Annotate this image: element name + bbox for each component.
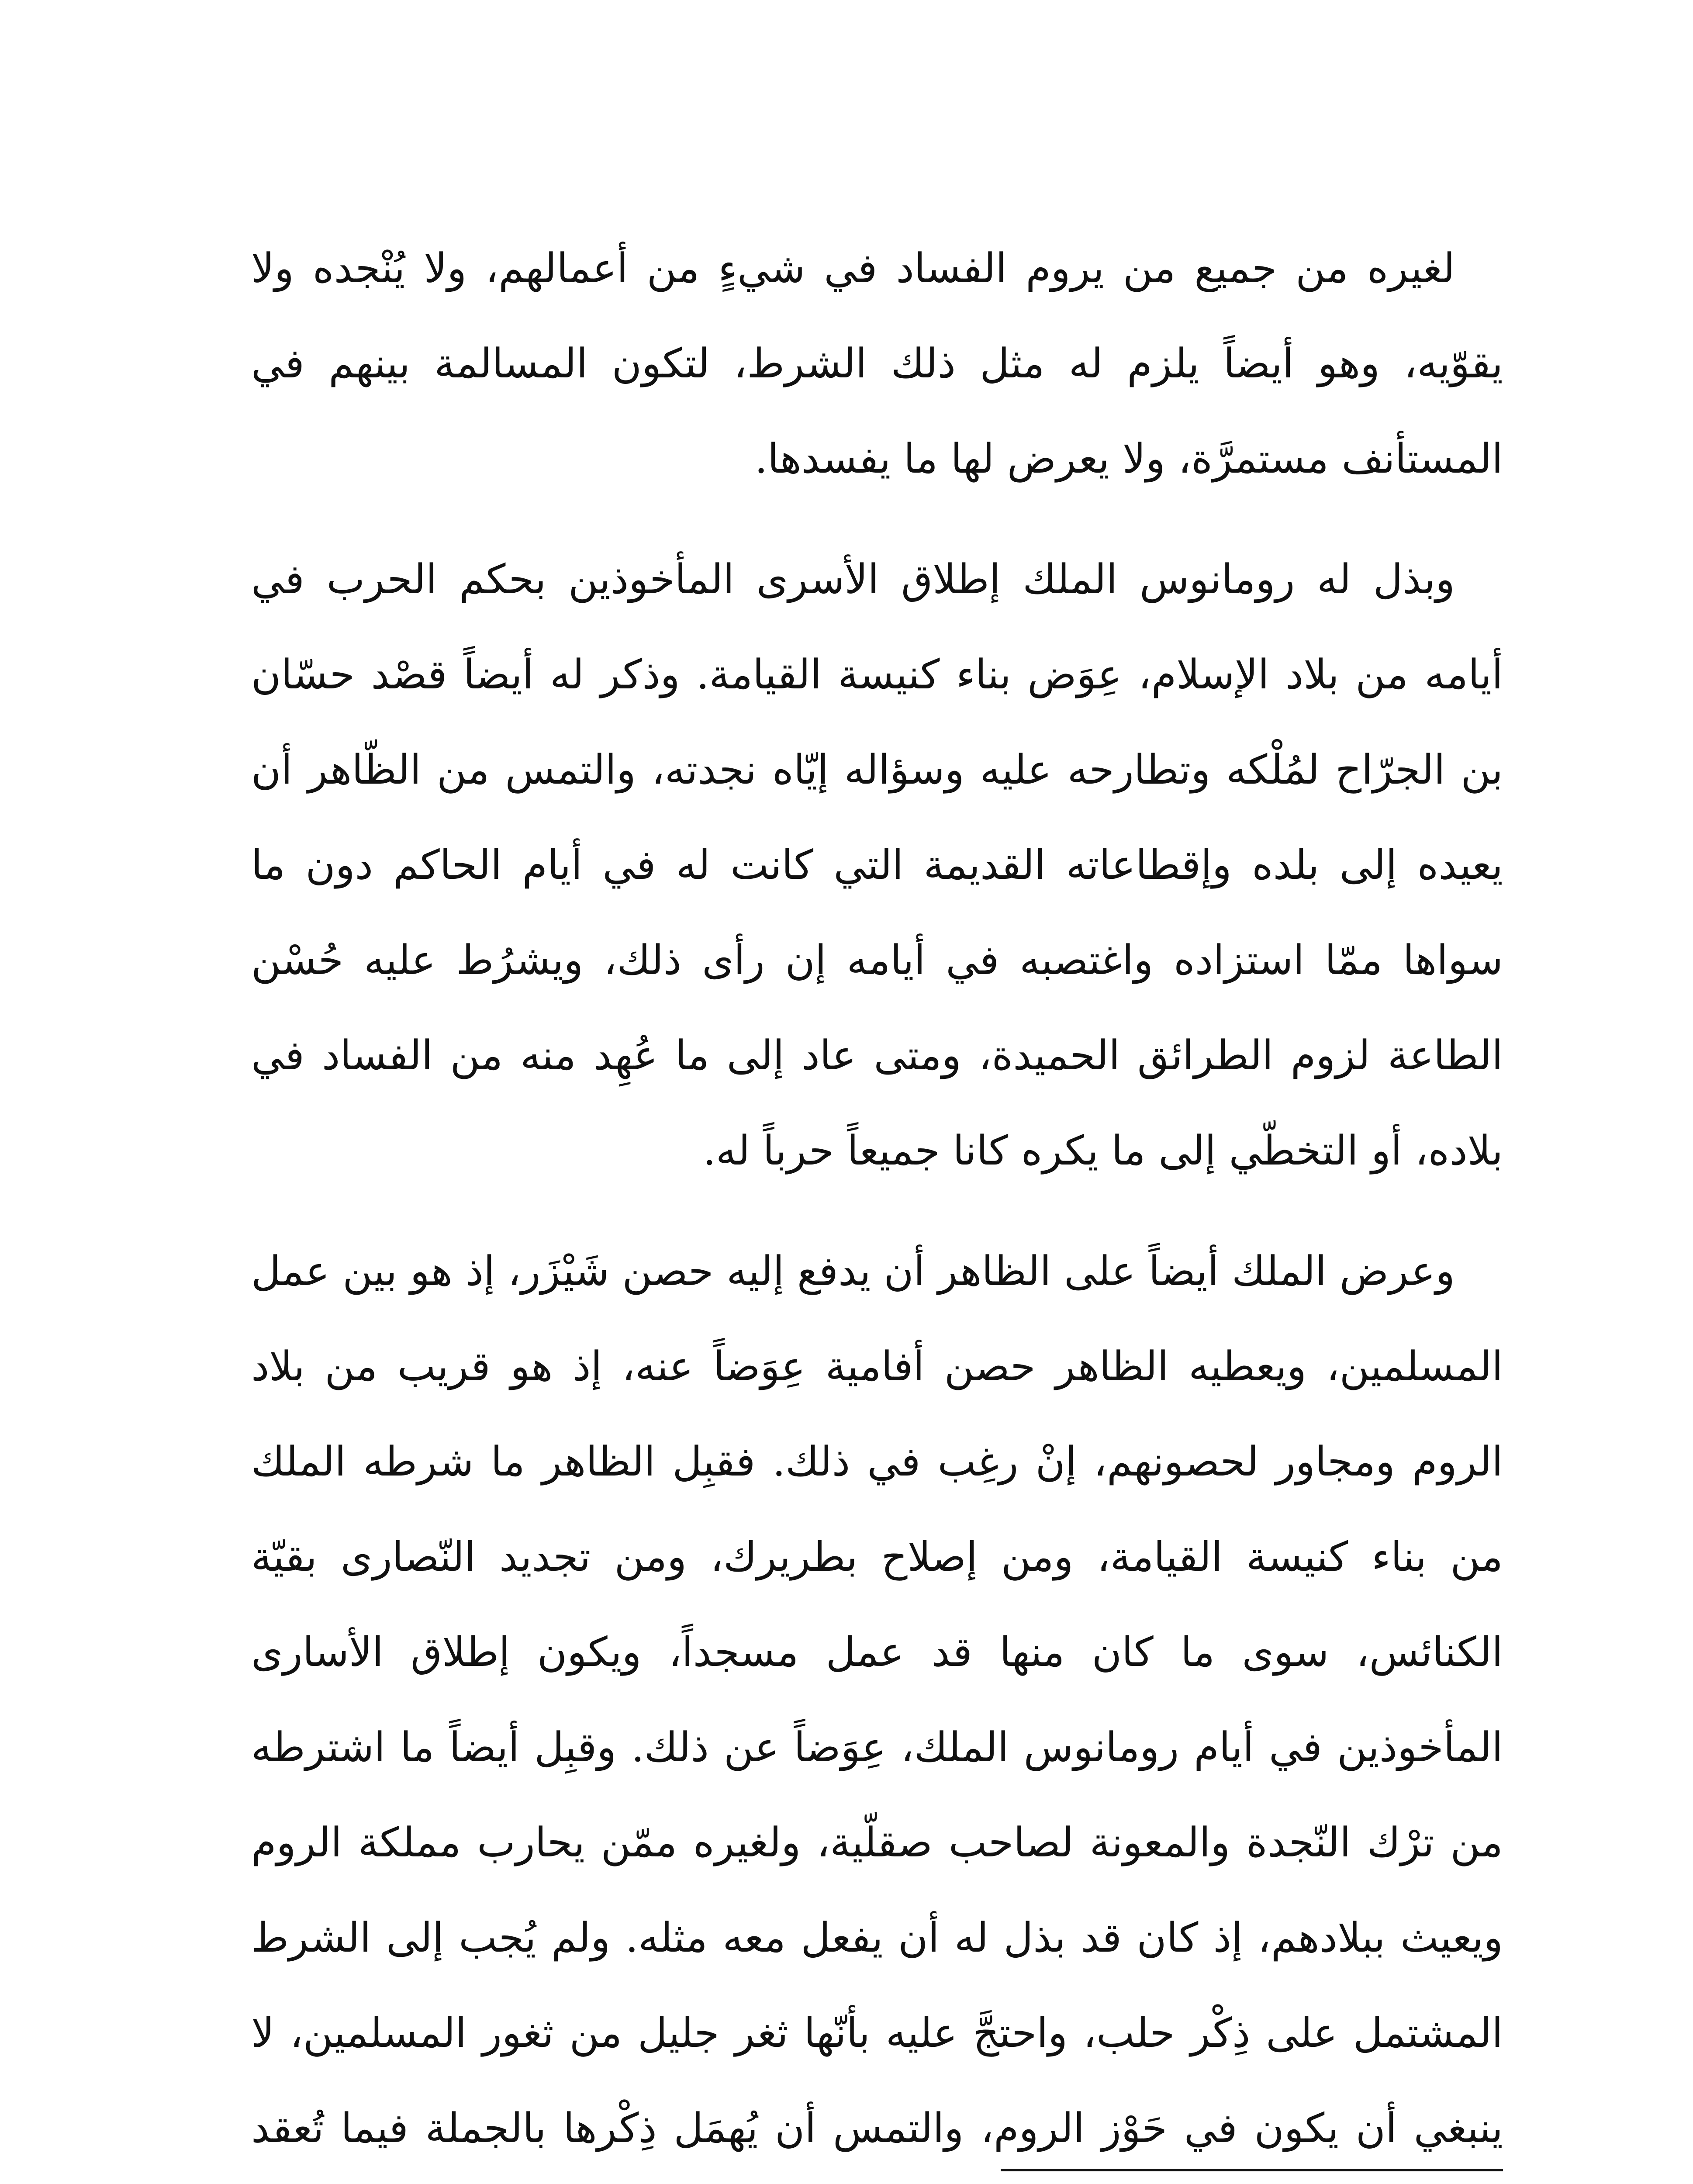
paragraph-3-text: وعرض الملك أيضاً على الظاهر أن يدفع إليه حصن شَيْزَر، إذ هو بين عمل المسلمين، ويعطيه الظاهر حصن أفامية عِوَضاً عنه، إذ هو قريب من بلاد الروم ومجاور لحصونهم، إنْ رغِب في ذلك. فقبِل الظاهر ما شرطه الملك من بناء كنيسة القيامة، ومن إصلاح بطريرك، ومن تجديد النّصارى بقيّة الكنائس، سوى ما كان منها قد عمل مسجداً، ويكون إطلاق الأسارى المأخوذين في أيام رومانوس الملك، عِوَضاً عن ذلك. وقبِل أيضاً ما اشترطه من ترْك النّجدة والمعونة لصاحب صقلّية، ولغيره ممّن يحارب مملكة الروم ويعيث ببلادهم، إذ كان قد بذل له أن يفعل معه مثله. ولم يُجب إلى الشرط المشتمل على ذِكْر حلب، واحتجَّ عليه بأنّها ثغر جليل من ثغور المسلمين، لا ينبغي أن يكون في حَوْز الروم، والتمس أن يُهمَل ذِكْرها بالجملة فيما تُعقد — [251, 1248, 1503, 2152]
body-text — [251, 221, 1503, 2184]
paragraph-3 — [251, 1223, 1503, 2184]
footnote — [1108, 2182, 1503, 2184]
paragraph-1: لغيره من جميع من يروم الفساد في شيءٍ من أعمالهم، ولا يُنْجده ولا يقوّيه، وهو أيضاً يلزم له مثل ذلك الشرط، لتكون المسالمة بينهم في المستأنف مستمرَّة، ولا يعرض لها ما يفسدها. — [251, 245, 1503, 482]
paragraph-2: وبذل له رومانوس الملك إطلاق الأسرى المأخوذين بحكم الحرب في أيامه من بلاد الإسلام، عِوَض بناء كنيسة القيامة. وذكر له أيضاً قصْد حسّان بن الجرّاح لمُلْكه وتطارحه عليه وسؤاله إيّاه نجدته، والتمس من الظّاهر أن يعيده إلى بلده وإقطاعاته القديمة التي كانت له في أيام الحاكم دون ما سواها ممّا استزاده واغتصبه في أيامه إن رأى ذلك، ويشرُط عليه حُسْن الطاعة لزوم الطرائق الحميدة، ومتى عاد إلى ما عُهِد منه من الفساد في بلاده، أو التخطّي إلى ما يكره كانا جميعاً حرباً له. — [251, 556, 1503, 1174]
footnote-divider — [1001, 2169, 1503, 2171]
